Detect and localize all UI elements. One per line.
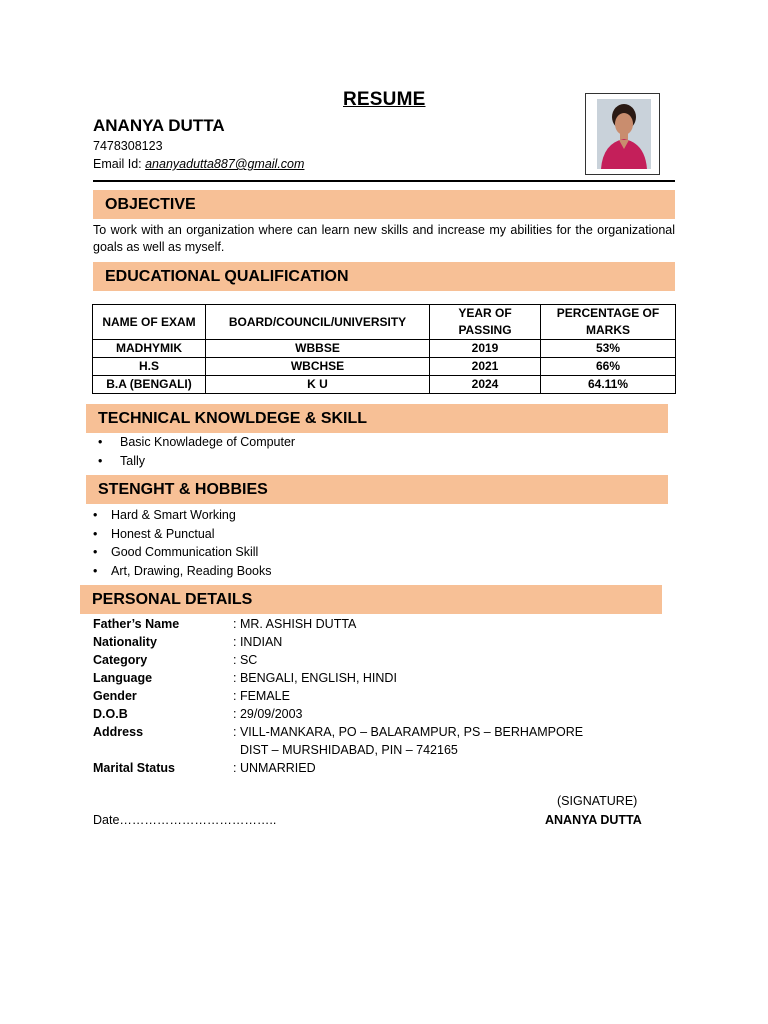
table-header-row — [93, 305, 676, 340]
list-item — [93, 562, 272, 581]
list-item-text: Art, Drawing, Reading Books — [111, 563, 272, 578]
detail-value: : FEMALE — [233, 689, 290, 703]
column-header: NAME OF EXAM — [93, 305, 206, 340]
detail-label: Language — [93, 671, 153, 685]
table-cell: 2019 — [430, 340, 541, 358]
bullet-icon: • — [93, 526, 98, 541]
detail-label: D.O.B — [93, 707, 128, 721]
bullet-icon: • — [98, 435, 103, 449]
table-cell: 53% — [541, 340, 676, 358]
table-cell: H.S — [93, 358, 206, 376]
email-line — [93, 157, 304, 171]
table-cell: B.A (BENGALI) — [93, 376, 206, 394]
portrait-illustration — [597, 99, 651, 169]
list-item-text: Basic Knowladege of Computer — [120, 435, 296, 449]
detail-value: DIST – MURSHIDABAD, PIN – 742165 — [233, 743, 458, 757]
detail-value: : BENGALI, ENGLISH, HINDI — [233, 671, 397, 685]
education-table — [92, 304, 676, 394]
strengths-list — [93, 506, 272, 580]
table-cell: 64.11% — [541, 376, 676, 394]
detail-value: : INDIAN — [233, 635, 283, 649]
bullet-icon: • — [98, 453, 103, 468]
column-header: BOARD/COUNCIL/UNIVERSITY — [206, 305, 430, 340]
detail-value: : MR. ASHISH DUTTA — [233, 617, 357, 631]
detail-value: : UNMARRIED — [233, 761, 316, 775]
profile-photo-frame — [585, 93, 660, 175]
table-cell: MADHYMIK — [93, 340, 206, 358]
email-label: Email Id: — [93, 157, 146, 171]
table-cell: 66% — [541, 358, 676, 376]
detail-label: Category — [93, 653, 148, 667]
list-item-text: Hard & Smart Working — [111, 508, 236, 522]
table-cell: WBCHSE — [206, 358, 430, 376]
list-item-text: Good Communication Skill — [111, 545, 259, 559]
header-divider — [93, 180, 675, 182]
date-line: Date……………………………….. — [93, 813, 277, 827]
table-row — [93, 376, 676, 394]
skills-heading: TECHNICAL KNOWLDEGE & SKILL — [86, 404, 668, 433]
table-row — [93, 358, 676, 376]
profile-photo — [597, 99, 651, 169]
resume-title: RESUME — [343, 89, 426, 110]
signature-name: ANANYA DUTTA — [545, 813, 642, 827]
table-cell: WBBSE — [206, 340, 430, 358]
column-header: YEAR OF PASSING — [430, 305, 541, 340]
candidate-name: ANANYA DUTTA — [93, 116, 225, 135]
skills-list — [98, 433, 295, 470]
strengths-heading: STENGHT & HOBBIES — [86, 475, 668, 504]
detail-value: : VILL-MANKARA, PO – BALARAMPUR, PS – BERHAMPORE — [233, 725, 584, 739]
bullet-icon: • — [93, 508, 98, 522]
signature-label: (SIGNATURE) — [557, 794, 638, 808]
list-item-text: Tally — [120, 453, 146, 468]
column-header: PERCENTAGE OF MARKS — [541, 305, 676, 340]
list-item — [98, 452, 295, 471]
bullet-icon: • — [93, 563, 98, 578]
table-cell: K U — [206, 376, 430, 394]
table-cell: 2024 — [430, 376, 541, 394]
detail-label: Address — [93, 725, 144, 739]
detail-value: : SC — [233, 653, 258, 667]
list-item-text: Honest & Punctual — [111, 526, 215, 541]
list-item — [93, 543, 272, 562]
list-item — [93, 525, 272, 544]
detail-label: Marital Status — [93, 761, 175, 775]
objective-text: To work with an organization where can learn new skills and increase my abilities for the organizational goals as well as myself. — [93, 223, 675, 254]
table-cell: 2021 — [430, 358, 541, 376]
detail-value: : 29/09/2003 — [233, 707, 303, 721]
detail-label: Gender — [93, 689, 137, 703]
detail-label: Nationality — [93, 635, 157, 649]
education-heading: EDUCATIONAL QUALIFICATION — [93, 262, 675, 291]
phone-number: 7478308123 — [93, 139, 163, 153]
objective-heading: OBJECTIVE — [93, 190, 675, 219]
email-link[interactable]: ananyadutta887@gmail.com — [145, 157, 305, 171]
list-item — [93, 506, 272, 525]
bullet-icon: • — [93, 545, 98, 559]
list-item — [98, 433, 295, 452]
personal-heading: PERSONAL DETAILS — [80, 585, 662, 614]
table-row — [93, 340, 676, 358]
detail-label: Father’s Name — [93, 617, 180, 631]
